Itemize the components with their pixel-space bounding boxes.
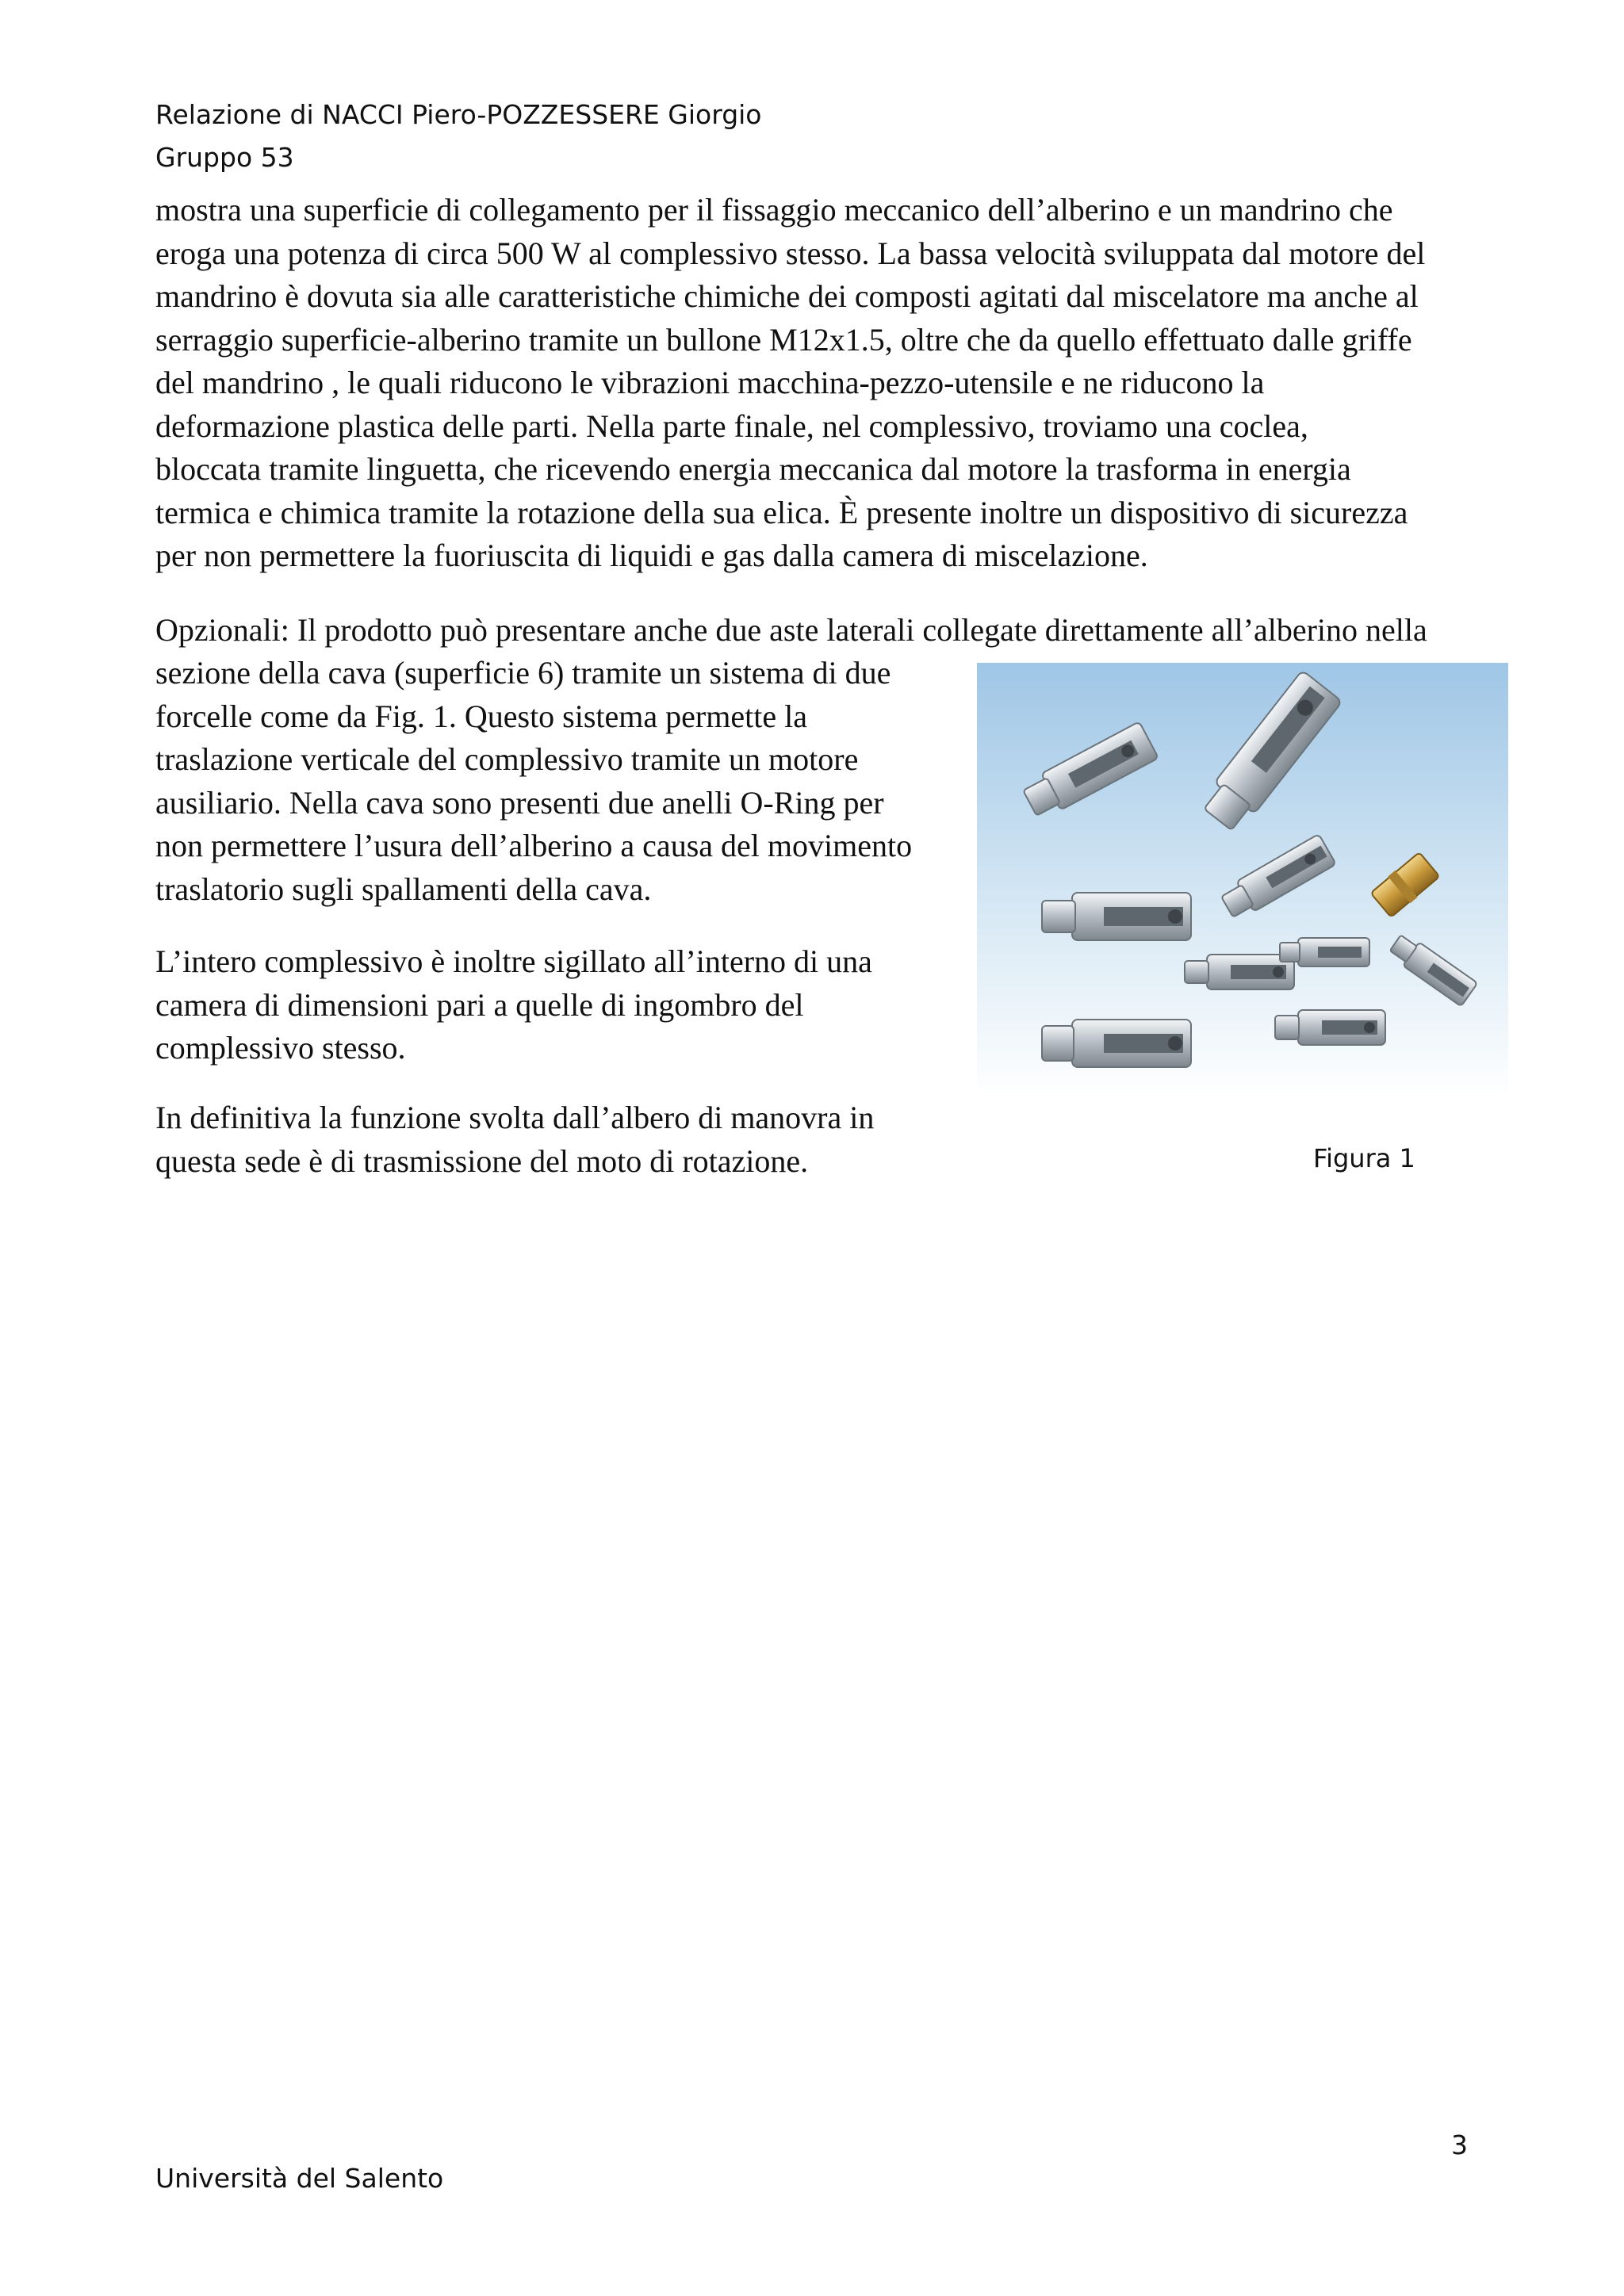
- text-line: deformazione plastica delle parti. Nella parte finale, nel complessivo, troviamo una coclea,: [155, 408, 1308, 444]
- text-line: complessivo stesso.: [155, 1030, 406, 1066]
- text-line: traslatorio sugli spallamenti della cava.: [155, 871, 652, 907]
- page-footer: Università del Salento: [155, 2163, 444, 2194]
- text-line: traslazione verticale del complessivo tramite un motore: [155, 741, 859, 777]
- text-line: non permettere l’usura dell’alberino a causa del movimento: [155, 828, 913, 863]
- text-line: L’intero complessivo è inoltre sigillato all’interno di una: [155, 943, 872, 979]
- text-line: del mandrino , le quali riducono le vibrazioni macchina-pezzo-utensile e ne riducono la: [155, 365, 1265, 400]
- text-line: forcelle come da Fig. 1. Questo sistema permette la: [155, 698, 807, 734]
- text-line: In definitiva la funzione svolta dall’albero di manovra in: [155, 1100, 875, 1135]
- text-line: eroga una potenza di circa 500 W al complessivo stesso. La bassa velocità sviluppata dal motore del: [155, 235, 1426, 271]
- paragraph-chamber: [155, 940, 948, 1070]
- text-line: per non permettere la fuoriuscita di liquidi e gas dalla camera di miscelazione.: [155, 538, 1148, 573]
- header-authors: Relazione di NACCI Piero-POZZESSERE Giorgio: [155, 99, 762, 130]
- paragraph-intro: [155, 189, 1488, 578]
- text-line: serraggio superficie-alberino tramite un bullone M12x1.5, oltre che da quello effettuato dalle griffe: [155, 321, 1412, 358]
- paragraph-optional-first-line: [155, 609, 1519, 652]
- text-line: mostra una superficie di collegamento per il fissaggio meccanico dell’alberino e un mandrino che: [155, 192, 1393, 228]
- page-header: [155, 94, 762, 179]
- text-line: ausiliario. Nella cava sono presenti due anelli O-Ring per: [155, 784, 884, 821]
- text-line: Opzionali: Il prodotto può presentare anche due aste laterali collegate direttamente all’alberino nella: [155, 612, 1427, 648]
- text-line: mandrino è dovuta sia alle caratteristiche chimiche dei composti agitati dal miscelatore ma anche al: [155, 278, 1419, 314]
- text-line: camera di dimensioni pari a quelle di ingombro del: [155, 986, 804, 1023]
- page-number: 3: [1451, 2130, 1468, 2160]
- figure-clevis-forks-image: [977, 663, 1508, 1097]
- figure-caption: Figura 1: [1313, 1143, 1415, 1173]
- text-line: questa sede è di trasmissione del moto di rotazione.: [155, 1142, 809, 1179]
- text-line: termica e chimica tramite la rotazione della sua elica. È presente inoltre un dispositivo di sicurezza: [155, 494, 1408, 530]
- paragraph-conclusion: [155, 1096, 948, 1183]
- paragraph-optional: [155, 652, 948, 911]
- header-group: Gruppo 53: [155, 142, 294, 173]
- text-line: sezione della cava (superficie 6) tramite un sistema di due: [155, 655, 891, 691]
- text-line: bloccata tramite linguetta, che ricevendo energia meccanica dal motore la trasforma in energia: [155, 451, 1351, 487]
